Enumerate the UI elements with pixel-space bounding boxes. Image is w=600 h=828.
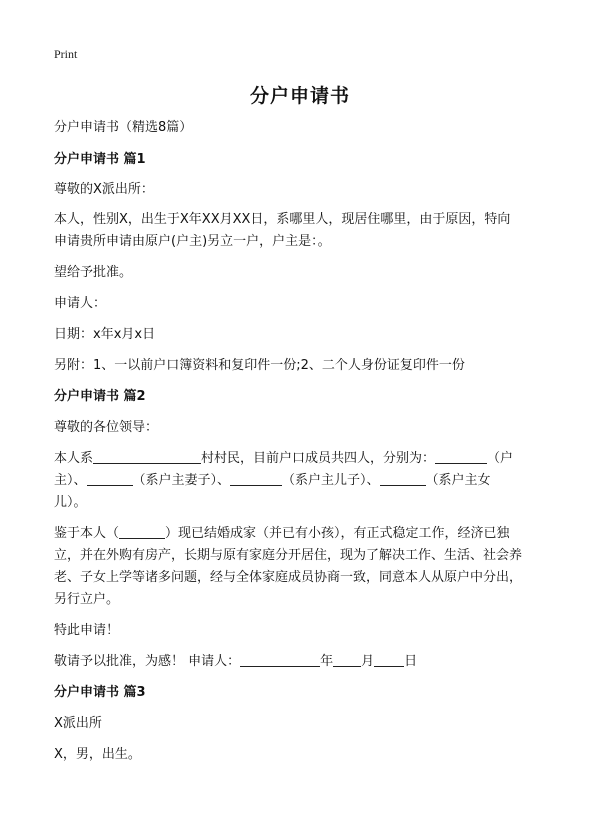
- reason-text-a: 鉴于本人（: [54, 526, 120, 541]
- reason-text-b: ）现已结婚成家（并已有小孩），有正式稳定工作，经济已独: [165, 526, 510, 541]
- village-blank: [93, 449, 201, 464]
- page-title: 分户申请书: [249, 85, 350, 107]
- section-1-salutation: 尊敬的X派出所：: [54, 182, 154, 197]
- section-3-salutation: X派出所: [54, 716, 102, 731]
- section-2-reason-line-1: [54, 523, 554, 545]
- document-body: [54, 117, 554, 766]
- daughter-blank: [380, 471, 426, 486]
- members-text-c: （户: [487, 451, 514, 466]
- members-text-f: （系户主儿子）、: [282, 473, 380, 488]
- section-3-body: X，男，出生。: [54, 747, 141, 762]
- section-3-heading: 分户申请书 篇3: [54, 685, 146, 700]
- section-1-applicant: 申请人：: [54, 296, 107, 311]
- section-2-closing: [54, 651, 554, 673]
- members-text-d: 主）、: [54, 473, 87, 488]
- section-2-reason-line-4: 另行立户。: [54, 592, 120, 607]
- section-2-members-line-2: [54, 470, 554, 492]
- print-link[interactable]: Print: [54, 47, 78, 61]
- members-text-b: 村村民，目前户口成员共四人，分别为：: [201, 451, 436, 466]
- section-2-members-paragraph: [54, 448, 554, 514]
- son-blank: [230, 471, 282, 486]
- section-2-special: 特此申请！: [54, 623, 120, 638]
- section-2-members-line-1: [54, 448, 554, 470]
- section-1-body-line-2: 申请贵所申请由原户(户主)另立一户，户主是：。: [54, 234, 331, 249]
- month-blank: [333, 652, 361, 667]
- name-blank: [119, 524, 165, 539]
- members-text-g: （系户主女: [425, 473, 491, 488]
- section-1-request: 望给予批准。: [54, 265, 133, 280]
- section-2-reason-line-2: 立，并在外购有房产，长期与原有家庭分开居住，现为了解决工作、生活、社会养: [54, 548, 523, 563]
- wife-blank: [87, 471, 133, 486]
- document-subtitle: 分户申请书（精选8篇）: [54, 120, 193, 135]
- section-1-date: 日期：x年x月x日: [54, 327, 156, 342]
- members-text-h: 儿）。: [54, 495, 87, 510]
- closing-month: 月: [361, 654, 375, 669]
- closing-text-a: 敬请予以批准，为感！ 申请人：: [54, 654, 241, 669]
- members-text-a: 本人系: [54, 451, 94, 466]
- members-text-e: （系户主妻子）、: [132, 473, 231, 488]
- section-2-reason-line-3: 老、子女上学等诸多问题，经与全体家庭成员协商一致，同意本人从原户中分出，: [54, 570, 523, 585]
- section-1-attachment: 另附：1、一以前户口簿资料和复印件一份;2、二个人身份证复印件一份: [54, 358, 465, 373]
- section-2-heading: 分户申请书 篇2: [54, 389, 146, 404]
- signature-blank: [240, 652, 320, 667]
- closing-day: 日: [404, 654, 418, 669]
- section-1-body-line-1: 本人，性别X，出生于X年XX月XX日，系哪里人，现居住哪里，由于原因，特向: [54, 212, 511, 227]
- day-blank: [374, 652, 404, 667]
- closing-year: 年: [320, 654, 334, 669]
- section-1-heading: 分户申请书 篇1: [54, 152, 146, 167]
- section-2-reason-paragraph: [54, 523, 554, 611]
- section-2-salutation: 尊敬的各位领导：: [54, 420, 159, 435]
- householder-blank: [435, 449, 487, 464]
